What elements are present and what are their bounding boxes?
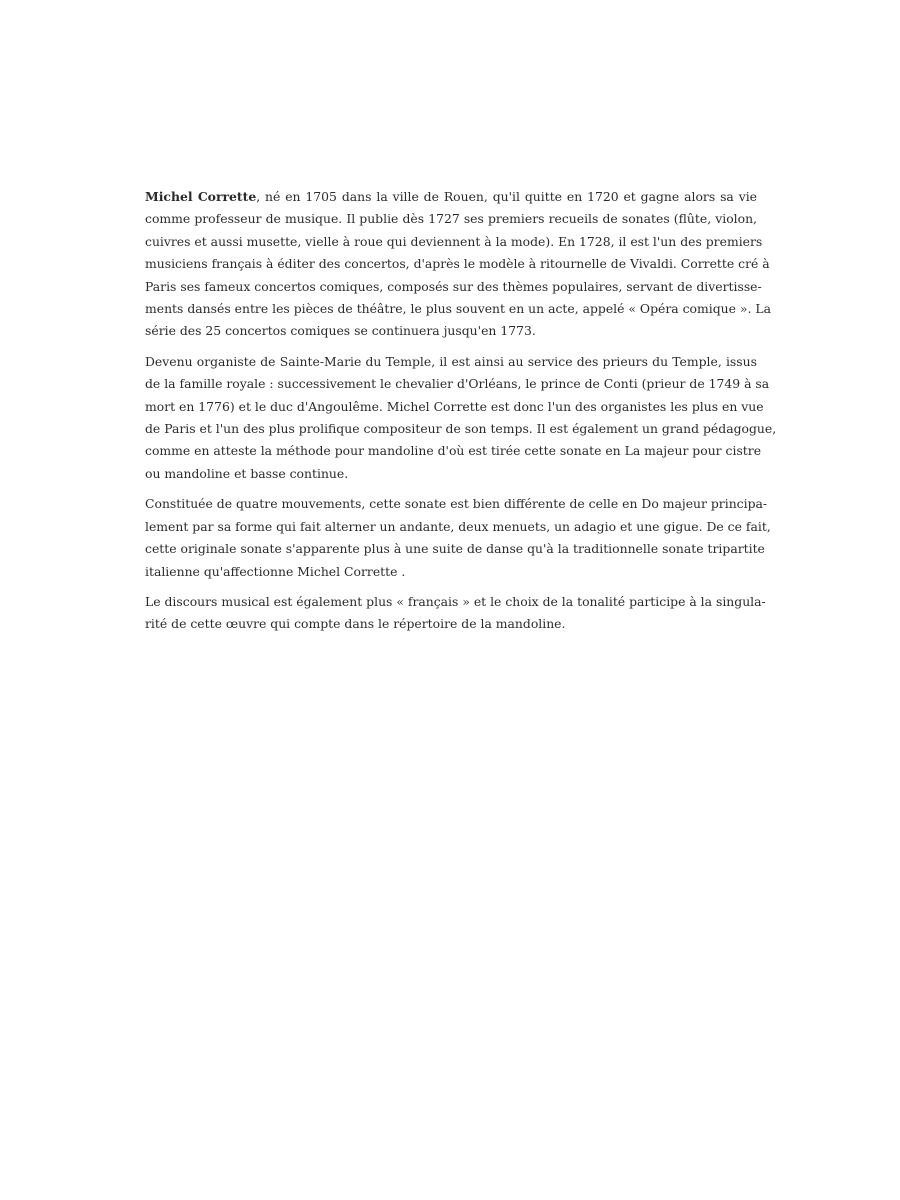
paragraph-biography <box>145 186 771 343</box>
text-line: cette originale sonate s'apparente plus à une suite de danse qu'à la traditionnelle sonate tripartite <box>145 541 765 557</box>
text-line: musiciens français à éditer des concertos, d'après le modèle à ritournelle de Vivaldi. Corrette cré à <box>145 256 770 272</box>
text-line: Devenu organiste de Sainte-Marie du Temple, il est ainsi au service des prieurs du Temple, issus <box>145 353 757 369</box>
text-line: Le discours musical est également plus « français » et le choix de la tonalité participe à la singula- <box>145 593 766 609</box>
text-line <box>145 186 757 208</box>
text-line: lement par sa forme qui fait alterner un andante, deux menuets, un adagio et une gigue. De ce fait, <box>145 518 771 534</box>
text-line: série des 25 concertos comiques se continuera jusqu'en 1773. <box>145 323 536 339</box>
text-line: ments dansés entre les pièces de théâtre, le plus souvent en un acte, appelé « Opéra comique ». La <box>145 301 771 317</box>
text-line: ou mandoline et basse continue. <box>145 465 349 481</box>
text-line-fragment: , né en 1705 dans la ville de Rouen, qu'il quitte en 1720 et gagne alors sa vie <box>256 189 757 204</box>
text-line: Constituée de quatre mouvements, cette sonate est bien différente de celle en Do majeur principa- <box>145 496 768 512</box>
text-line: italienne qu'affectionne Michel Corrette . <box>145 563 406 579</box>
paragraph-organist <box>145 351 777 485</box>
text-block <box>145 186 777 644</box>
text-line: cuivres et aussi musette, vielle à roue qui deviennent à la mode). En 1728, il est l'un des premiers <box>145 233 763 249</box>
author-name: Michel Corrette <box>145 189 257 204</box>
text-line: comme en atteste la méthode pour mandoline d'où est tirée cette sonate en La majeur pour cistre <box>145 443 762 459</box>
text-line: de la famille royale : successivement le chevalier d'Orléans, le prince de Conti (prieur de 1749 à sa <box>145 376 770 392</box>
text-line: Paris ses fameux concertos comiques, composés sur des thèmes populaires, servant de divertisse- <box>145 278 762 294</box>
text-line: mort en 1776) et le duc d'Angoulême. Michel Corrette est donc l'un des organistes les plus en vue <box>145 398 764 414</box>
text-line: comme professeur de musique. Il publie dès 1727 ses premiers recueils de sonates (flûte, violon, <box>145 211 757 227</box>
text-line: rité de cette œuvre qui compte dans le répertoire de la mandoline. <box>145 616 566 632</box>
text-line: de Paris et l'un des plus prolifique compositeur de son temps. Il est également un grand pédagogue, <box>145 421 777 437</box>
paragraph-sonata-form <box>145 493 771 583</box>
paragraph-musical-discourse <box>145 591 766 636</box>
